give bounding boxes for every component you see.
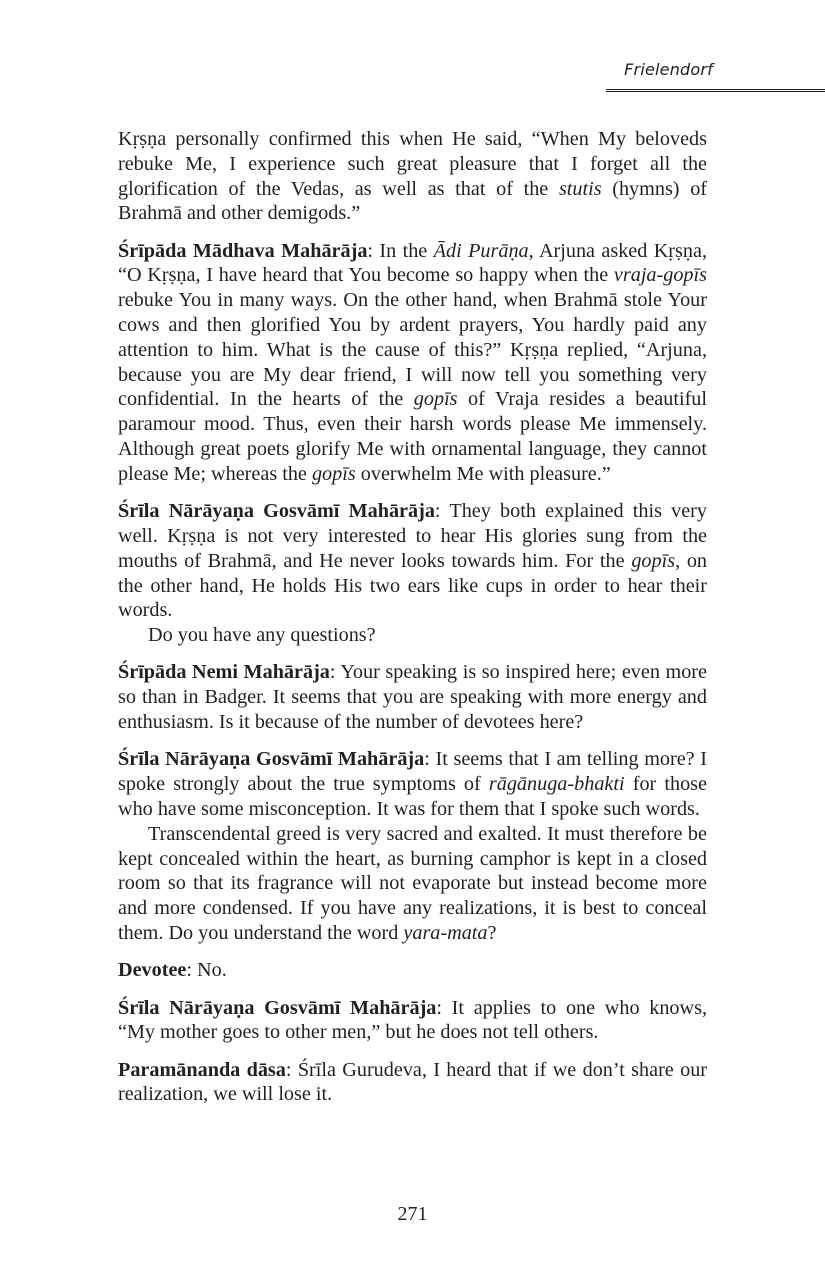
text-run: , Arjuna asked Kṛṣṇa, “O Kṛṣṇa, I have heard that You become so happy when the xyxy=(118,239,707,287)
italic-term: yara-mata xyxy=(403,921,488,944)
text-run: for those who have some misconception. It was for them that I spoke such words. xyxy=(118,773,707,820)
paragraph xyxy=(118,660,707,734)
paragraph xyxy=(118,499,707,623)
text-run: : In the xyxy=(367,239,434,262)
italic-term: gopīs xyxy=(311,462,356,485)
paragraph xyxy=(118,996,707,1046)
page-body xyxy=(118,127,707,1107)
paragraph xyxy=(118,958,707,983)
speaker-name: Devotee xyxy=(118,959,187,982)
speaker-name: Śrīla Nārāyaṇa Gosvāmī Mahārāja xyxy=(118,500,435,523)
text-run: Transcendental greed is very sacred and exalted. It must therefore be kept concealed within the heart, as burning camphor is kept in a closed room so that its fragrance will not evaporate but instead become more and more condensed. If you have any realizations, it is best to conceal them. Do you understand the word xyxy=(118,822,707,944)
text-run: : It applies to one who knows, “My mother goes to other men,” but he does not tell others. xyxy=(118,996,707,1044)
text-run: : Your speaking is so inspired here; even more so than in Badger. It seems that you are speaking with more energy and enthusiasm. Is it because of the number of devotees here? xyxy=(118,661,707,734)
text-run: (hymns) of Brahmā and other demigods.” xyxy=(118,177,708,225)
italic-term: rāgānuga-bhakti xyxy=(488,773,625,796)
italic-term: Ādi Purāṇa xyxy=(433,239,529,262)
text-run: Kṛṣṇa personally confirmed this when He said, “When My beloveds rebuke Me, I experience such great pleasure that I forget all the glorification of the Vedas, as well as that of the xyxy=(118,128,707,200)
speaker-name: Paramānanda dāsa xyxy=(118,1058,286,1081)
text-run: : It seems that I am telling more? I spoke strongly about the true symptoms of xyxy=(118,748,707,796)
speaker-name: Śrīla Nārāyaṇa Gosvāmī Mahārāja xyxy=(118,748,425,771)
paragraph xyxy=(118,822,707,946)
paragraph xyxy=(118,127,707,226)
text-run: rebuke You in many ways. On the other hand, when Brahmā stole Your cows and then glorified You by ardent prayers, You hardly paid any attention to him. What is the cause of this?” Kṛṣṇa replied, “Arjuna, because you are My dear friend, I will now tell you something very confidential. In the hearts of the xyxy=(118,289,707,411)
italic-term: vraja-gopīs xyxy=(613,264,707,287)
text-run: of Vraja resides a beautiful paramour mood. Thus, even their harsh words please Me immensely. Although great poets glorify Me with ornamental language, they cannot please Me; whereas the xyxy=(118,388,707,485)
speaker-name: Śrīpāda Mādhava Mahārāja xyxy=(118,239,368,262)
speaker-name: Śrīla Nārāyaṇa Gosvāmī Mahārāja xyxy=(118,996,437,1019)
text-run: Do you have any questions? xyxy=(148,624,376,647)
paragraph xyxy=(118,623,707,648)
running-head-title: Frielendorf xyxy=(624,60,713,79)
text-run: : Śrīla Gurudeva, I heard that if we don’t share our realization, we will lose it. xyxy=(118,1058,708,1106)
page-number: 271 xyxy=(397,1203,428,1225)
paragraph xyxy=(118,239,707,487)
paragraph xyxy=(118,747,707,821)
italic-term: gopīs xyxy=(631,549,676,572)
running-head xyxy=(606,59,825,92)
text-run: : They both explained this very well. Kṛṣṇa is not very interested to hear His glories sung from the mouths of Brahmā, and He never looks towards him. For the xyxy=(118,500,708,572)
italic-term: gopīs xyxy=(413,388,458,411)
italic-term: stutis xyxy=(558,177,602,200)
speaker-name: Śrīpāda Nemi Mahārāja xyxy=(118,661,330,684)
paragraph xyxy=(118,1058,707,1108)
text-run: : No. xyxy=(186,959,227,982)
text-run: overwhelm Me with pleasure.” xyxy=(355,462,611,485)
text-run: , on the other hand, He holds His two ears like cups in order to hear their words. xyxy=(118,549,708,622)
text-run: ? xyxy=(487,921,497,944)
